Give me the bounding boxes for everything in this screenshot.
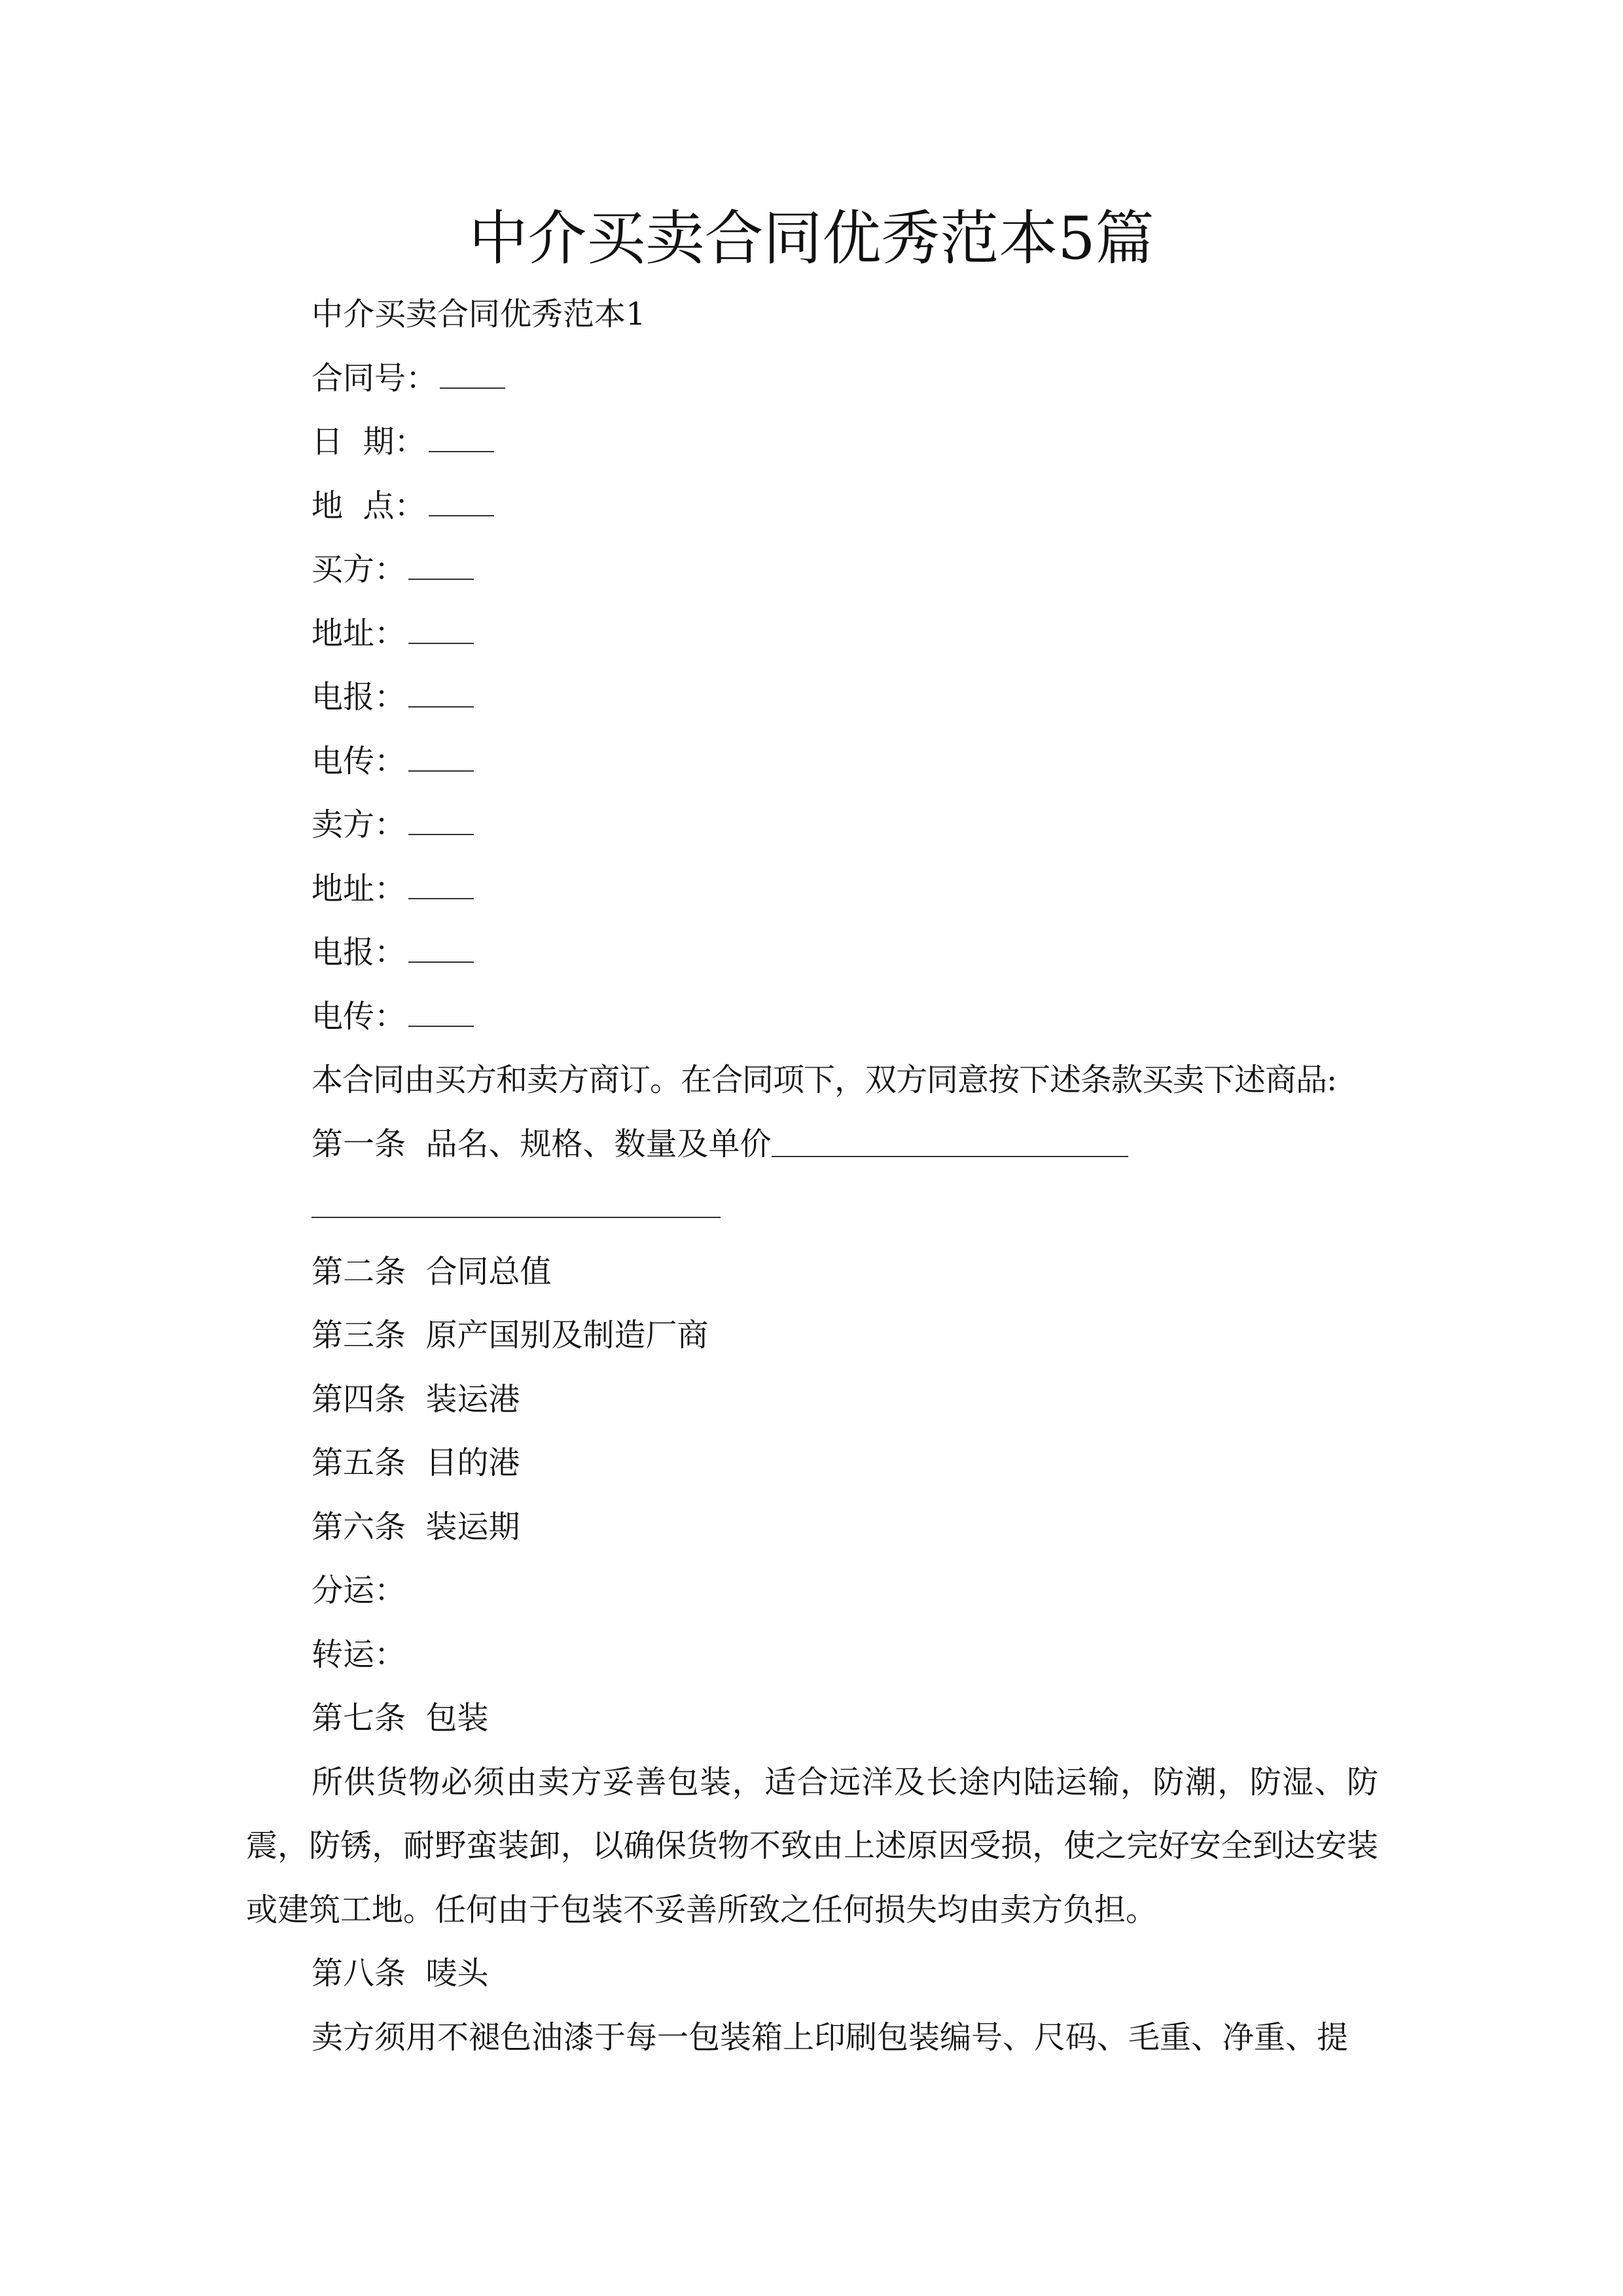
field-label: 地址： [312, 870, 406, 907]
field-label: 地 点： [312, 487, 426, 524]
field-line [246, 410, 1378, 475]
article-8: 第八条 唛头 [312, 1955, 489, 1992]
field-line [246, 730, 1378, 794]
article-1 [246, 1113, 1378, 1177]
transshipment: 转运： [312, 1636, 406, 1673]
article-3: 第三条 原产国别及制造厂商 [312, 1317, 709, 1354]
field-line [246, 921, 1378, 985]
blank-underline [312, 1217, 721, 1218]
field-line [246, 475, 1378, 539]
blank-underline [408, 538, 474, 580]
field-line [246, 985, 1378, 1049]
blank-underline [408, 793, 474, 835]
document-body [246, 283, 1378, 2070]
field-label: 日 期： [312, 423, 426, 460]
field-label: 买方： [312, 551, 406, 588]
field-label: 电传： [312, 997, 406, 1035]
field-line [246, 666, 1378, 730]
field-line [246, 347, 1378, 411]
field-line [246, 857, 1378, 922]
blank-underline [408, 730, 474, 772]
section-heading: 中介买卖合同优秀范本1 [312, 296, 646, 332]
field-label: 电传： [312, 742, 406, 780]
blank-underline [429, 475, 494, 516]
blank-underline [772, 1113, 1128, 1157]
document-title: 中介买卖合同优秀范本5篇 [469, 204, 1154, 273]
blank-underline [408, 666, 474, 708]
article-2: 第二条 合同总值 [312, 1253, 552, 1290]
field-line [246, 793, 1378, 857]
field-label: 电报： [312, 934, 406, 971]
marks-paragraph: 卖方须用不褪色油漆于每一包装箱上印刷包装编号、尺码、毛重、净重、提 [312, 2018, 1349, 2056]
article-6: 第六条 装运期 [312, 1508, 520, 1545]
field-label: 电报： [312, 679, 406, 715]
blank-underline [408, 985, 474, 1027]
packaging-paragraph: 所供货物必须由卖方妥善包装，适合远洋及长途内陆运输，防潮，防湿、防震，防锈，耐野蛮装卸，以确保货物不致由上述原因受损，使之完好安全到达安装或建筑工地。任何由于包装不妥善所致之任何损失均由卖方负担。 [246, 1763, 1378, 1928]
field-label: 合同号： [312, 359, 438, 397]
article-7: 第七条 包装 [312, 1700, 489, 1736]
article-1-text: 第一条 品名、规格、数量及单价 [312, 1125, 772, 1162]
article-5: 第五条 目的港 [312, 1444, 520, 1481]
blank-underline [408, 602, 474, 644]
blank-underline [408, 857, 474, 899]
field-line [246, 538, 1378, 602]
blank-underline [408, 921, 474, 963]
blank-underline [429, 410, 494, 452]
field-line [246, 602, 1378, 666]
intro-text: 本合同由买方和卖方商订。在合同项下，双方同意按下述条款买卖下述商品: [312, 1062, 1337, 1098]
field-label: 卖方： [312, 806, 406, 843]
partial-shipment: 分运： [312, 1572, 406, 1609]
field-label: 地址： [312, 615, 406, 652]
article-4: 第四条 装运港 [312, 1380, 520, 1418]
blank-underline [440, 347, 505, 389]
blank-line [246, 1176, 1378, 1240]
